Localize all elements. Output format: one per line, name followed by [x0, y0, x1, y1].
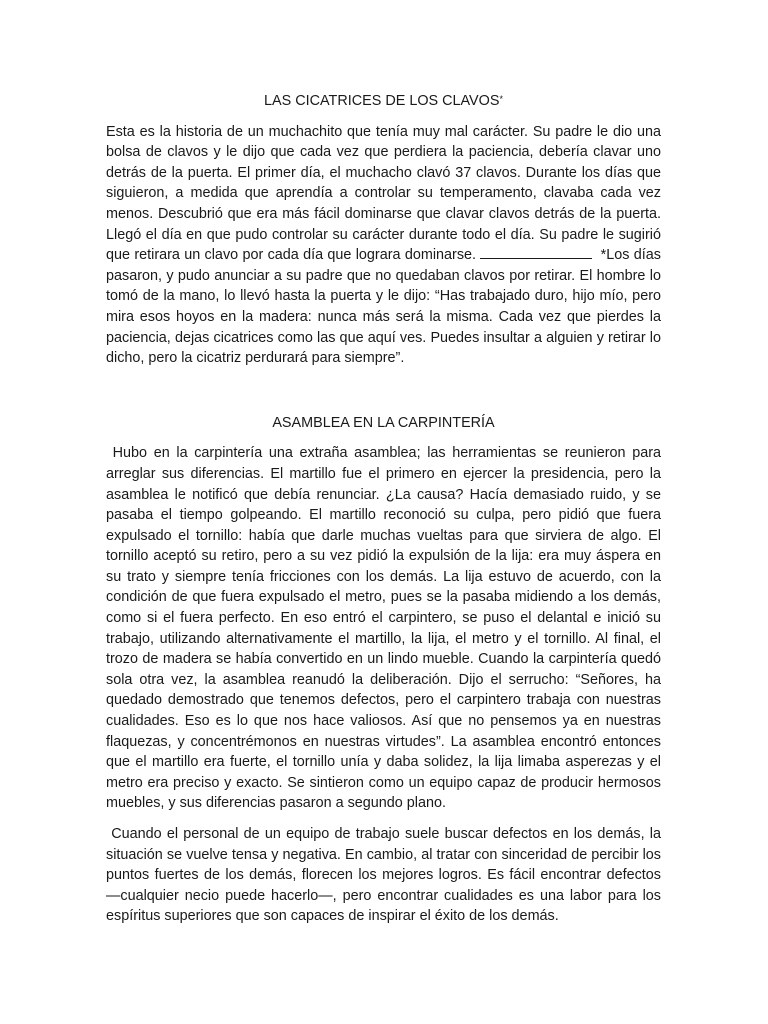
story2-paragraph-2: Cuando el personal de un equipo de trabajo suele buscar defectos en los demás, la situación se vuelve tensa y negativa. En cambio, al tratar con sinceridad de percibir los puntos fuertes de los demás, florecen los mejores logros. Es fácil encontrar defectos —cualquier necio puede hacerlo—, pero encontrar cualidades es una labor para los espíritus superiores que son capaces de inspirar el éxito de los demás.: [106, 826, 666, 925]
story1-text-before-blank: Esta es la historia de un muchachito que tenía muy mal carácter. Su padre le dio una bolsa de clavos y le dijo que cada vez que perdiera la paciencia, debería clavar uno detrás de la puerta. El primer día, el muchacho clavó 37 clavos. Durante los días que siguieron, a medida que aprendía a controlar su temperamento, clavaba cada vez menos. Descubrió que era más fácil dominarse que clavar clavos detrás de la puerta. Llegó el día en que pudo controlar su carácter durante todo el día. Su padre le sugirió que retirara un clavo por cada día que lograra dominarse.: [106, 123, 661, 264]
story1-paragraph: [106, 122, 661, 369]
fill-in-blank-line: [480, 245, 592, 259]
story1-title-text: LAS CICATRICES DE LOS CLAVOS: [264, 93, 500, 109]
story1-title: [106, 91, 661, 112]
section-gap: [106, 369, 661, 413]
document-content: [106, 91, 666, 927]
story2-paragraph-1: Hubo en la carpintería una extraña asamblea; las herramientas se reunieron para arreglar sus diferencias. El martillo fue el primero en ejercer la presidencia, pero la asamblea le notificó que debía renunciar. ¿La causa? Hacía demasiado ruido, y se pasaba el tiempo golpeando. El martillo reconoció su culpa, pero pidió que fuera expulsado el tornillo: había que darle muchas vueltas para que sirviera de algo. El tornillo aceptó su retiro, pero a su vez pidió la expulsión de la lija: era muy áspera en su trato y siempre tenía fricciones con los demás. La lija estuvo de acuerdo, con la condición de que fuera expulsado el metro, pues se la pasaba midiendo a los demás, como si el fuera perfecto. En eso entró el carpintero, se puso el delantal e inició su trabajo, utilizando alternativamente el martillo, la lija, el metro y el tornillo. Al final, el trozo de madera se había convertido en un lindo mueble. Cuando la carpintería quedó sola otra vez, la asamblea reanudó la deliberación. Dijo el serrucho: “Señores, ha quedado demostrado que tenemos defectos, pero el carpintero trabaja con nuestras cualidades. Eso es lo que nos hace valiosos. Así que no pensemos ya en nuestras flaquezas, y concentrémonos en nuestras virtudes”. La asamblea encontró entonces que el martillo era fuerte, el tornillo unía y daba solidez, la lija limaba asperezas y el metro era preciso y exacto. Se sintieron como un equipo capaz de producir hermosos muebles, y sus diferencias pasaron a segundo plano.: [106, 445, 665, 812]
story1-text-after-blank: *Los días pasaron, y pudo anunciar a su padre que no quedaban clavos por retirar. El hombre lo tomó de la mano, lo llevó hasta la puerta y le dijo: “Has trabajado duro, hijo mío, pero mira esos hoyos en la madera: nunca más será la misma. Cada vez que pierdes la paciencia, dejas cicatrices como las que aquí ves. Puedes insultar a alguien y retirar lo dicho, pero la cicatriz perdurará para siempre”.: [106, 247, 661, 367]
story1-title-footnote-mark: *: [499, 94, 503, 104]
story2-title: ASAMBLEA EN LA CARPINTERÍA: [272, 414, 495, 431]
